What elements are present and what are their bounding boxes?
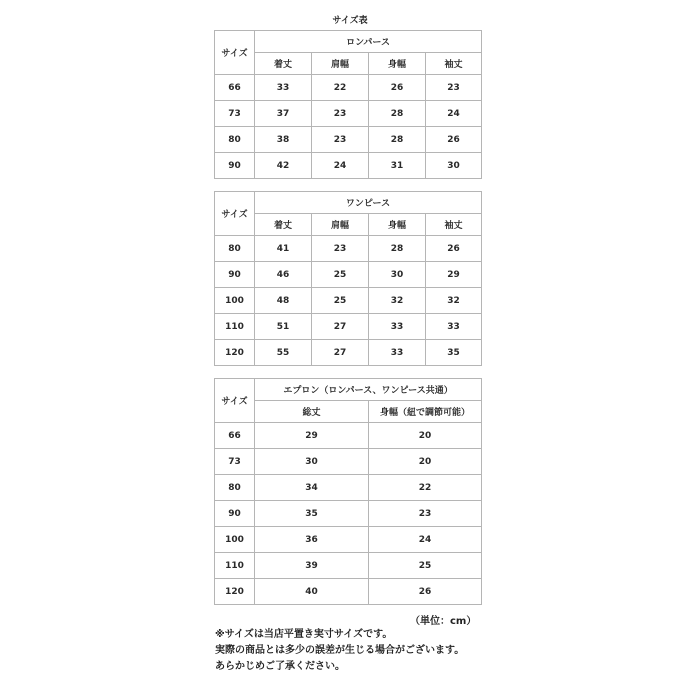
column-header: 身幅 — [369, 214, 426, 236]
table-row — [215, 127, 482, 153]
value-cell: 22 — [369, 475, 482, 501]
table-row — [215, 236, 482, 262]
value-cell: 32 — [369, 288, 426, 314]
column-header: 肩幅 — [312, 214, 369, 236]
rompers-size-table — [214, 30, 482, 179]
value-cell: 32 — [426, 288, 482, 314]
value-cell: 35 — [255, 501, 369, 527]
value-cell: 23 — [312, 127, 369, 153]
value-cell: 29 — [426, 262, 482, 288]
value-cell: 20 — [369, 423, 482, 449]
value-cell: 25 — [369, 553, 482, 579]
size-cell: 110 — [215, 314, 255, 340]
value-cell: 51 — [255, 314, 312, 340]
value-cell: 22 — [312, 75, 369, 101]
table-row — [215, 75, 482, 101]
value-cell: 40 — [255, 579, 369, 605]
value-cell: 34 — [255, 475, 369, 501]
size-cell: 110 — [215, 553, 255, 579]
value-cell: 37 — [255, 101, 312, 127]
table-row — [215, 314, 482, 340]
value-cell: 27 — [312, 340, 369, 366]
value-cell: 55 — [255, 340, 312, 366]
column-header: 着丈 — [255, 53, 312, 75]
value-cell: 20 — [369, 449, 482, 475]
size-cell: 90 — [215, 262, 255, 288]
product-header: ワンピース — [255, 192, 482, 214]
size-cell: 100 — [215, 288, 255, 314]
table-row — [215, 449, 482, 475]
value-cell: 26 — [426, 236, 482, 262]
size-cell: 73 — [215, 449, 255, 475]
size-cell: 80 — [215, 127, 255, 153]
table-row — [215, 579, 482, 605]
value-cell: 31 — [369, 153, 426, 179]
value-cell: 25 — [312, 262, 369, 288]
column-header: 身幅（紐で調節可能） — [369, 401, 482, 423]
size-cell: 90 — [215, 501, 255, 527]
page-title: サイズ表 — [332, 16, 368, 26]
notes — [215, 627, 464, 675]
note-line: あらかじめご了承ください。 — [215, 661, 345, 672]
value-cell: 26 — [369, 579, 482, 605]
value-cell: 23 — [369, 501, 482, 527]
value-cell: 23 — [426, 75, 482, 101]
size-header: サイズ — [215, 31, 255, 75]
value-cell: 38 — [255, 127, 312, 153]
note-line: 実際の商品とは多少の誤差が生じる場合がございます。 — [215, 645, 465, 656]
value-cell: 33 — [369, 340, 426, 366]
size-cell: 66 — [215, 423, 255, 449]
value-cell: 23 — [312, 236, 369, 262]
table-row — [215, 553, 482, 579]
table-row — [215, 423, 482, 449]
value-cell: 35 — [426, 340, 482, 366]
value-cell: 33 — [369, 314, 426, 340]
value-cell: 24 — [312, 153, 369, 179]
value-cell: 33 — [426, 314, 482, 340]
column-header: 総丈 — [255, 401, 369, 423]
value-cell: 26 — [426, 127, 482, 153]
onepiece-size-table — [214, 191, 482, 366]
note-line: ※サイズは当店平置き実寸サイズです。 — [215, 629, 393, 640]
size-header: サイズ — [215, 192, 255, 236]
table-row — [215, 153, 482, 179]
table-row — [215, 475, 482, 501]
value-cell: 29 — [255, 423, 369, 449]
value-cell: 41 — [255, 236, 312, 262]
size-cell: 80 — [215, 236, 255, 262]
column-header: 袖丈 — [426, 214, 482, 236]
column-header: 袖丈 — [426, 53, 482, 75]
value-cell: 39 — [255, 553, 369, 579]
size-cell: 100 — [215, 527, 255, 553]
value-cell: 48 — [255, 288, 312, 314]
size-cell: 80 — [215, 475, 255, 501]
value-cell: 36 — [255, 527, 369, 553]
size-cell: 120 — [215, 340, 255, 366]
size-cell: 73 — [215, 101, 255, 127]
value-cell: 28 — [369, 236, 426, 262]
column-header: 肩幅 — [312, 53, 369, 75]
value-cell: 24 — [426, 101, 482, 127]
table-row — [215, 340, 482, 366]
value-cell: 25 — [312, 288, 369, 314]
product-header: ロンパース — [255, 31, 482, 53]
table-row — [215, 527, 482, 553]
value-cell: 46 — [255, 262, 312, 288]
value-cell: 27 — [312, 314, 369, 340]
product-header: エプロン（ロンパース、ワンピース共通） — [255, 379, 482, 401]
table-row — [215, 501, 482, 527]
column-header: 着丈 — [255, 214, 312, 236]
value-cell: 30 — [255, 449, 369, 475]
size-cell: 120 — [215, 579, 255, 605]
value-cell: 28 — [369, 101, 426, 127]
value-cell: 30 — [369, 262, 426, 288]
value-cell: 33 — [255, 75, 312, 101]
table-row — [215, 288, 482, 314]
table-row — [215, 262, 482, 288]
table-row — [215, 101, 482, 127]
unit-label: （単位：cm） — [410, 616, 477, 627]
value-cell: 23 — [312, 101, 369, 127]
size-header: サイズ — [215, 379, 255, 423]
size-cell: 66 — [215, 75, 255, 101]
value-cell: 42 — [255, 153, 312, 179]
value-cell: 30 — [426, 153, 482, 179]
value-cell: 26 — [369, 75, 426, 101]
size-cell: 90 — [215, 153, 255, 179]
apron-size-table — [214, 378, 482, 605]
value-cell: 28 — [369, 127, 426, 153]
value-cell: 24 — [369, 527, 482, 553]
column-header: 身幅 — [369, 53, 426, 75]
